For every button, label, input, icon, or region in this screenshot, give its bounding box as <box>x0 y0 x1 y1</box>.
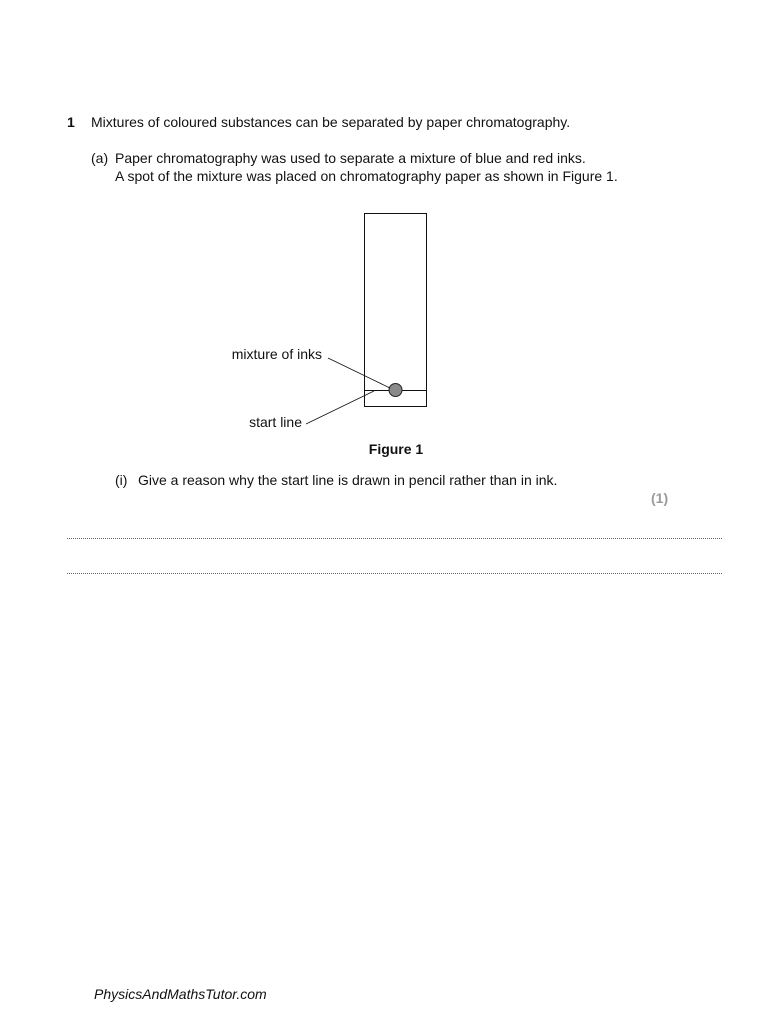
question-number: 1 <box>67 114 75 130</box>
chromatography-paper <box>365 214 427 407</box>
start-line-pointer-line <box>306 391 374 424</box>
mixture-of-inks-label: mixture of inks <box>231 346 322 362</box>
mixture-pointer-line <box>328 358 390 388</box>
question-intro: Mixtures of coloured substances can be separated by paper chromatography. <box>91 114 571 130</box>
footer-website: PhysicsAndMathsTutor.com <box>94 986 267 1002</box>
marks-indicator: (1) <box>651 490 669 506</box>
answer-line-2[interactable] <box>67 573 722 574</box>
ink-spot <box>389 384 402 397</box>
part-i-text: Give a reason why the start line is drawn in pencil rather than in ink. <box>138 472 558 488</box>
part-i-label: (i) <box>115 472 128 488</box>
start-line-label: start line <box>249 414 302 430</box>
part-a-label: (a) <box>91 150 109 166</box>
part-a-line-2: A spot of the mixture was placed on chromatography paper as shown in Figure 1. <box>115 168 618 184</box>
chromatography-figure <box>0 0 768 480</box>
part-a-line-1: Paper chromatography was used to separate a mixture of blue and red inks. <box>115 150 586 166</box>
answer-line-1[interactable] <box>67 538 722 539</box>
figure-caption: Figure 1 <box>368 441 424 457</box>
